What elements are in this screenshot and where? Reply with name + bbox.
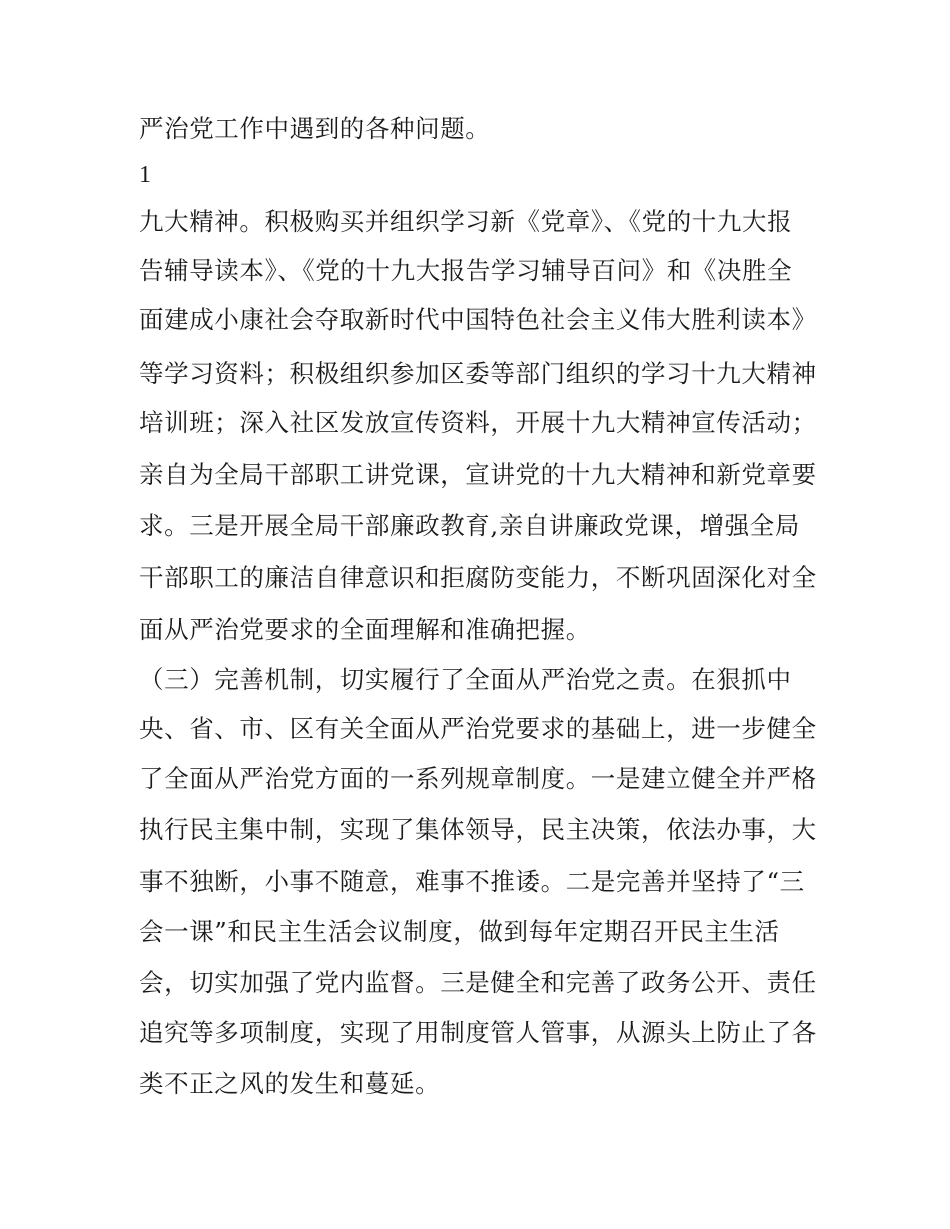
text-line: 会一课”和民主生活会议制度，做到每年定期召开民主生活 (139, 917, 780, 946)
text-line: 央、省、市、区有关全面从严治党要求的基础上，进一步健全 (139, 714, 817, 743)
page-number: 1 (139, 162, 152, 188)
text-line: 面从严治党要求的全面理解和准确把握。 (139, 615, 591, 644)
text-line: 了全面从严治党方面的一系列规章制度。一是建立健全并严格 (139, 764, 817, 793)
text-line: 求。三是开展全局干部廉政教育,亲自讲廉政党课，增强全局 (139, 511, 800, 540)
section-heading: （三）完善机制，切实履行了全面从严治党之责。在狠抓中 (139, 665, 792, 694)
text-line: 严治党工作中遇到的各种问题。 (139, 114, 491, 143)
text-line: 等学习资料；积极组织参加区委等部门组织的学习十九大精神 (139, 359, 817, 388)
text-line: 亲自为全局干部职工讲党课，宣讲党的十九大精神和新党章要 (139, 460, 817, 489)
text-line: 会，切实加强了党内监督。三是健全和完善了政务公开、责任 (139, 968, 817, 997)
text-line: 干部职工的廉洁自律意识和拒腐防变能力，不断巩固深化对全 (139, 563, 817, 592)
text-line: 九大精神。积极购买并组织学习新《党章》、《党的十九大报 (139, 207, 793, 236)
text-line: 追究等多项制度，实现了用制度管人管事，从源头上防止了各 (139, 1018, 817, 1047)
text-line: 执行民主集中制，实现了集体领导，民主决策，依法办事，大 (139, 815, 817, 844)
text-line: 事不独断，小事不随意，难事不推诿。二是完善并坚持了“三 (139, 867, 805, 896)
text-line: 类不正之风的发生和蔓延。 (139, 1069, 441, 1098)
text-line: 培训班；深入社区发放宣传资料，开展十九大精神宣传活动； (139, 408, 817, 437)
text-line: 告辅导读本》、《党的十九大报告学习辅导百问》和《决胜全 (139, 256, 793, 285)
text-line: 面建成小康社会夺取新时代中国特色社会主义伟大胜利读本》 (139, 305, 817, 334)
